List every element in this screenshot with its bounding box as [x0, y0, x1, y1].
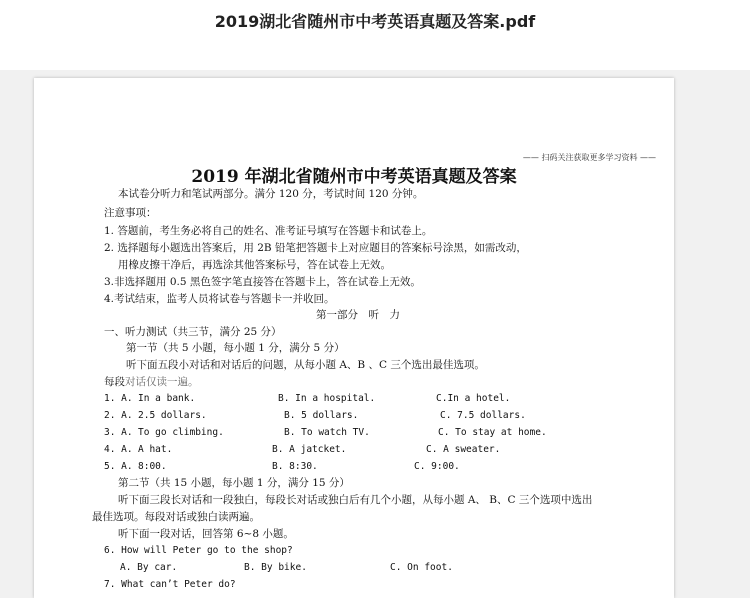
question-row: 5. A. 8:00. B. 8:30. C. 9:00.	[104, 461, 460, 472]
document-title: 2019 年湖北省随州市中考英语真题及答案	[191, 167, 517, 187]
viewer-toolbar	[0, 0, 750, 70]
notice-item: 1. 答题前，考生务必将自己的姓名、准考证号填写在答题卡和试卷上。	[104, 225, 433, 237]
notice-item: 3.非选择题用 0.5 黑色签字笔直接答在答题卡上，答在试卷上无效。	[104, 276, 421, 288]
notice-title: 注意事项：	[104, 207, 157, 219]
subsection-title: 第二节（共 15 小题，每小题 1 分，满分 15 分）	[118, 477, 350, 489]
notice-item: 2. 选择题每小题选出答案后，用 2B 铅笔把答题卡上对应题目的答案标号涂黑，如需改动，	[104, 242, 527, 254]
file-title: 2019湖北省随州市中考英语真题及答案.pdf	[214, 12, 536, 31]
question-text: 7. What can’t Peter do?	[104, 579, 236, 590]
part-title: 第一部分 听 力	[316, 309, 400, 321]
question-row: 3. A. To go climbing. B. To watch TV. C. To stay at home.	[104, 427, 547, 438]
instruction-text: 听下面三段长对话和一段独白，每段长对话或独白后有几个小题，从每小题 A、 B、C 三个选项中选出	[118, 494, 593, 506]
document-page	[34, 78, 674, 598]
instruction-text: 听下面五段小对话和对话后的问题，从每小题 A、B 、C 三个选出最佳选项。	[126, 359, 485, 371]
subsection-title: 第一节（共 5 小题，每小题 1 分，满分 5 分）	[126, 342, 345, 354]
header-note: —— 扫码关注获取更多学习资料 ——	[522, 153, 656, 162]
question-text: 6. How will Peter go to the shop?	[104, 545, 293, 556]
instruction-text: 听下面一段对话，回答第 6~8 小题。	[118, 528, 294, 540]
instruction-text: 最佳选项。每段对话或独白读两遍。	[92, 511, 260, 523]
question-row: 4. A. A hat. B. A jatcket. C. A sweater.	[104, 444, 501, 455]
question-row: A. By car. B. By bike. C. On foot.	[120, 562, 453, 573]
notice-item: 用橡皮擦干净后，再选涂其他答案标号，答在试卷上无效。	[118, 259, 391, 271]
notice-item: 4.考试结束，监考人员将试卷与答题卡一并收回。	[104, 293, 335, 305]
instruction-text: 每段对话仅读一遍。	[104, 376, 199, 388]
question-row: 1. A. In a bank. B. In a hospital. C.In a hotel.	[104, 393, 511, 404]
section-title: 一、听力测试（共三节，满分 25 分）	[104, 326, 282, 338]
intro-text: 本试卷分听力和笔试两部分。满分 120 分，考试时间 120 分钟。	[118, 188, 424, 200]
question-row: 2. A. 2.5 dollars. B. 5 dollars. C. 7.5 dollars.	[104, 410, 526, 421]
